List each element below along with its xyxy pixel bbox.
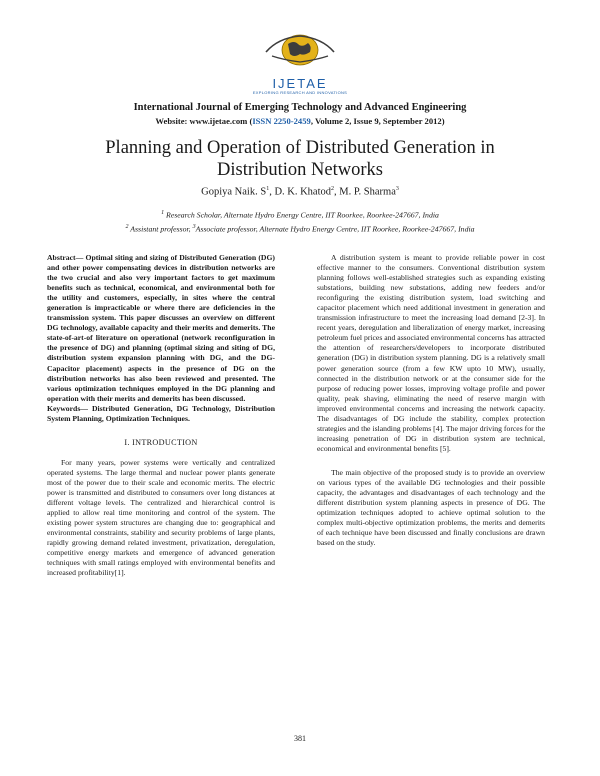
- affiliation-1-mark: 1: [161, 210, 165, 216]
- affiliation-1-text: Research Scholar, Alternate Hydro Energy Centre, IIT Roorkee, Roorkee-247667, India: [164, 210, 439, 220]
- intro-paragraph: For many years, power systems were vertically and centralized operated systems. The large thermal and nuclear power plants generate most of the power due to their scale and economic merits. The electric power is transmitted and distributed to consumers over long distances at different voltage levels. The centralized and hierarchical control is applied to allow real time monitoring and control of the system. The existing power system structures are changing due to: geographical and environmental constraints, stability and security problems of large plants, rapidly growing demand related investment, privatization, deregulation, competitive energy markets and emergence of advanced generation techniques with small ratings employed with environmental benefits and increased profitability[1].: [47, 457, 275, 578]
- author-2: , D. K. Khatod: [269, 186, 332, 198]
- affiliation-1: [0, 210, 600, 220]
- author-1-mark: 1: [266, 186, 270, 192]
- globe-icon: [258, 30, 342, 78]
- author-3: , M. P. Sharma: [334, 186, 396, 198]
- author-3-mark: 3: [395, 186, 399, 192]
- affiliation-2-mark: 2: [125, 224, 129, 230]
- author-1: Gopiya Naik. S: [201, 186, 267, 198]
- page-number: 381: [294, 734, 306, 743]
- affiliation-2-role: Assistant professor,: [128, 224, 193, 234]
- section-heading: I. INTRODUCTION: [124, 437, 198, 447]
- paper-title: Planning and Operation of Distributed Generation in Distribution Networks: [105, 138, 495, 180]
- affiliation-3-mark: 3: [192, 224, 196, 230]
- keywords: Keywords— Distributed Generation, DG Technology, Distribution System Planning, Optimization Techniques.: [47, 403, 275, 423]
- right-column: [317, 253, 545, 548]
- affiliation-2: [0, 224, 600, 234]
- body-paragraph-1: A distribution system is meant to provide reliable power in cost effective manner to the consumers. Conventional distribution system planning follows well-established strategies such as expanding existing substations, building new substations, adding new feeders and/or reconfiguring the existing distribution system, load switching and capacitor placement which need additional investment in generation and transmission infrastructure to meet the increasing load demand [2-3]. In recent years, deregulation and liberalization of energy market, increasing petroleum fuel prices and associated environmental concerns has attracted the attention of researchers/developers to incorporate distributed generation (DG) in distribution system planning. DG is a relatively small power generation source (from a few KW upto 10 MW), usually, connected in the distribution network or at the consumer side for the purpose of reducing power losses, improving voltage profile and power quality, peak shaving, eliminating the need of reserve margin with improved environmental concerns and increasing the network capacity. The disadvantages of DG include the stability, complex protection strategies and the islanding problems [4]. The major driving forces for the increasing penetration of DG in distribution system are technical, economical and environmental benefits [5].: [317, 253, 545, 453]
- journal-website: [0, 116, 600, 126]
- website-prefix: Website: www.ijetae.com (: [155, 116, 253, 126]
- issn-link[interactable]: ISSN 2250-2459: [252, 116, 311, 126]
- logo-name: IJETAE: [272, 76, 328, 91]
- website-suffix: , Volume 2, Issue 9, September 2012): [310, 116, 445, 126]
- author-list: [0, 186, 600, 198]
- body-paragraph-2: The main objective of the proposed study is to provide an overview on various types of the available DG technologies and their possible capacity, the advantages and disadvantages of each technology and the different distribution system planning aspects in presence of DG. The optimization techniques adopted to achieve optimal solution to the complex multi-objective optimization problems, the merits and demerits of each technique have been discussed and finally conclusions are drawn based on the study.: [317, 467, 545, 548]
- journal-name: International Journal of Emerging Technology and Advanced Engineering: [133, 102, 467, 113]
- abstract: Abstract— Optimal siting and sizing of Distributed Generation (DG) and other power compensating devices in distribution networks are the two crucial and also very important factors to get maximum benefits such as technical, economical, and environmental both for the utility and customers, especially, in sites where the central generation is impracticable or where there are deficiencies in the transmission system. This paper discusses an overview on different DG technology, available capacity and their merits and demerits. The state-of-art-of literature on operational (network reconfiguration in the presence of DG) and planning (optimal sizing and siting of DG, distribution system expansion planning with DG, and the DG-Capacitor placement) aspects in the presence of DG on the distribution networks has also been reviewed and presented. The various optimization techniques employed in the DG planning and operation with their merits and demerits has been discussed.: [47, 253, 275, 403]
- logo-tagline: EXPLORING RESEARCH AND INNOVATIONS: [252, 90, 348, 95]
- author-2-mark: 2: [331, 186, 335, 192]
- affiliation-2-text: Associate professor, Alternate Hydro Energy Centre, IIT Roorkee, Roorkee-247667, India: [195, 224, 475, 234]
- left-column: [47, 253, 275, 578]
